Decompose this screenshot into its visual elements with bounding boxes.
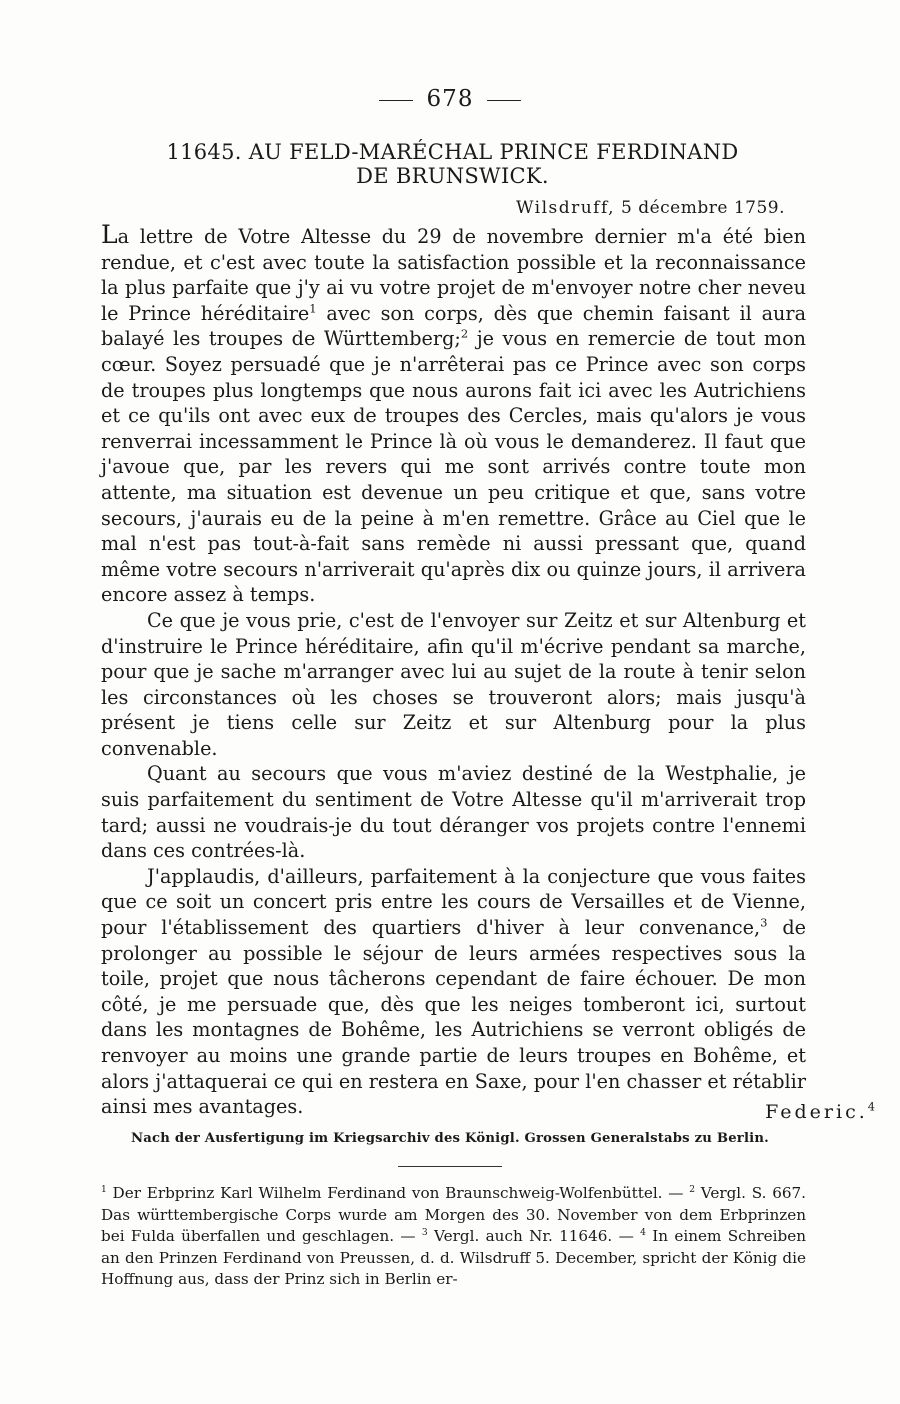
footnote-ref-2[interactable]: 2 (460, 326, 469, 341)
paragraph-1-text-b: avec son corps, dès que chemin faisant il aura balayé les troupes de Württemberg; (101, 301, 807, 351)
footnote-mark-1: 1 (101, 1184, 107, 1195)
footnote-2: Vergl. S. 667. Das württembergische Corps wurde am Morgen des 30. November von dem Erbprinzen bei Fulda überfallen und geschlagen. — (101, 1184, 807, 1246)
footnote-ref-4[interactable]: 4 (867, 1099, 878, 1114)
paragraph-4 (101, 864, 806, 1120)
signature (765, 1101, 878, 1123)
header-dash-left (379, 100, 413, 101)
paragraph-4-text-a: J'applaudis, d'ailleurs, parfaitement à la conjecture que vous faites que ce soit un concert pris entre les cours de Versailles et de Vienne, pour l'établissement des quartiers d'hiver à leur convenance, (101, 864, 806, 940)
header-dash-right (487, 100, 521, 101)
paragraph-1 (101, 222, 806, 608)
title-line-2: DE BRUNSWICK. (356, 164, 549, 188)
letter-title (100, 140, 805, 188)
paragraph-2: Ce que je vous prie, c'est de l'envoyer sur Zeitz et sur Altenburg et d'instruire le Prince héréditaire, afin qu'il m'écrive pendant sa marche, pour que je sache m'arranger avec lui au sujet de la route à tenir selon les circonstances où les choses se trouveront alors; mais jusqu'à présent je tiens celle sur Zeitz et sur Altenburg pour la plus convenable. (101, 608, 806, 760)
footnote-1: Der Erbprinz Karl Wilhelm Ferdinand von Braunschweig-Wolfenbüttel. — (106, 1184, 690, 1202)
paragraph-1-text-a: a lettre de Votre Altesse du 29 de novembre dernier m'a été bien rendue, et c'est avec toute la satisfaction possible et la reconnaissance la plus parfaite que j'y ai vu votre projet de m'envoyer notre cher neveu le Prince héréditaire (101, 225, 806, 325)
dateline-date: 5 décembre 1759. (620, 198, 785, 218)
footnote-mark-4: 4 (640, 1228, 646, 1239)
footnote-divider (398, 1166, 502, 1167)
paragraph-4-text-b: de prolonger au possible le séjour de leurs armées respectives sous la toile, projet que nous tâcherons cependant de faire échouer. De mon côté, je me persuade que, dès que les neiges tomberont ici, surtout dans les montagnes de Bohême, les Autrichiens se verront obligés de renvoyer au moins une grande partie de leurs troupes en Bohême, et alors j'attaquerai ce qui en restera en Saxe, pour l'en chasser et rétablir ainsi mes avantages. (101, 916, 806, 1119)
dateline-place: Wilsdruff, (515, 198, 616, 218)
drop-cap: L (101, 220, 118, 249)
paragraph-3: Quant au secours que vous m'aviez destiné de la Westphalie, je suis parfaitement du sentiment de Votre Altesse qu'il m'arriverait trop tard; aussi ne voudrais-je du tout déranger vos projets contre l'ennemi dans ces contrées-là. (101, 762, 806, 863)
footnote-block (101, 1183, 806, 1291)
paragraph-1-text-c: je vous en remercie de tout mon cœur. Soyez persuadé que je n'arrêterai pas ce Prince avec son corps de troupes plus longtemps que nous aurons fait ici avec les Autrichiens et ce qu'ils ont avec eux de troupes des Cercles, mais qu'alors je vous renverrai incessamment le Prince là où vous le demanderez. Il faut que j'avoue que, par les revers qui me sont arrivés contre toute mon attente, ma situation est devenue un peu critique et que, sans votre secours, j'aurais eu de la peine à m'en remettre. Grâce au Ciel que le mal n'est pas tout-à-fait sans remède ni aussi pressant que, quand même votre secours n'arriverait qu'après dix ou quinze jours, il arrivera encore assez à temps. (101, 327, 806, 607)
page-header (0, 86, 900, 112)
footnote-ref-1[interactable]: 1 (309, 301, 317, 316)
dateline (516, 198, 785, 218)
source-note: Nach der Ausfertigung im Kriegsarchiv des Königl. Grossen Generalstabs zu Berlin. (131, 1131, 769, 1146)
letter-body (101, 222, 806, 1120)
signature-name: Federic. (765, 1101, 868, 1123)
page-number: 678 (426, 86, 474, 112)
footnote-4: In einem Schreiben an den Prinzen Ferdinand von Preussen, d. d. Wilsdruff 5. December, spricht der König die Hoffnung aus, dass der Prinz sich in Berlin er- (101, 1227, 806, 1289)
footnotes (101, 1183, 806, 1291)
footnote-mark-3: 3 (421, 1228, 428, 1239)
title-line-1: 11645. AU FELD-MARÉCHAL PRINCE FERDINAND (166, 140, 739, 164)
footnote-3: Vergl. auch Nr. 11646. — (427, 1227, 641, 1246)
footnote-mark-2: 2 (689, 1184, 696, 1195)
footnote-ref-3[interactable]: 3 (760, 915, 768, 930)
